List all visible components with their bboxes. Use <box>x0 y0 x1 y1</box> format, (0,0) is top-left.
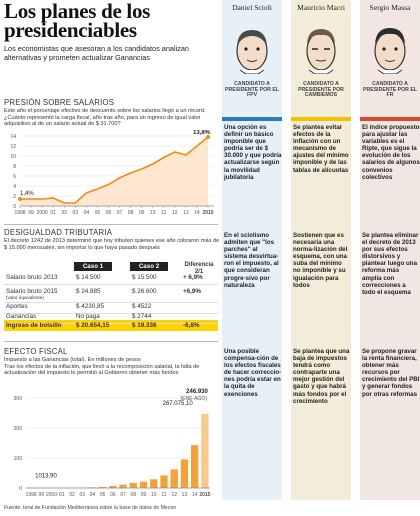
x-tick-label: 2015 <box>199 492 211 498</box>
source-note: Fuente: Ieral de Fundación Mediterránea sobre la base de datos de Mecon <box>4 505 177 511</box>
table-cell-caso1: No paga <box>76 313 100 320</box>
bar <box>160 475 167 488</box>
x-tick-label: 10 <box>149 210 156 216</box>
bar <box>201 414 208 488</box>
y-tick-label: 100 <box>13 456 22 462</box>
table-row-label: Salario bruto 2013 <box>6 274 58 281</box>
section-divider <box>4 224 218 225</box>
x-tick-label: 02 <box>69 492 75 498</box>
bar <box>191 445 198 488</box>
table-cell-caso2: $ 15.500 <box>132 274 157 281</box>
x-tick-label: 03 <box>79 492 86 498</box>
x-tick-label: 05 <box>99 492 106 498</box>
x-tick-label: 1998 <box>14 210 26 216</box>
x-tick-label: 09 <box>140 492 147 498</box>
macri-portrait-icon <box>297 24 345 74</box>
table-row-divider <box>4 302 218 303</box>
x-tick-label: 13 <box>183 210 189 216</box>
section-title-desigualdad: DESIGUALDAD TRIBUTARIA <box>4 228 113 237</box>
section-title-presion: PRESIÓN SOBRE SALARIOS <box>4 98 115 107</box>
data-label-first: 1,4% <box>20 191 34 197</box>
proposal-massa-presion: El índice propuesto para ajustar las variables es el Ripte, que sigue la evolución de los salarios de algunos convenios colectivos <box>362 124 420 181</box>
proposal-macri-presion: Se plantea evitar efectos de la inflación con un mecanismo de ajustes del mínimo imponible y de las tablas de alícuotas <box>293 124 349 174</box>
y-tick-label: 4 <box>13 184 16 190</box>
y-tick-label: 12 <box>10 144 16 150</box>
intro-text: Los economistas que asesoran a los candidatos analizan alternativas y prometen actualizar Ganancias <box>4 44 189 62</box>
data-label-prev: 267.075,10 <box>162 400 193 407</box>
bar <box>181 460 188 489</box>
data-label-last: 246.930 <box>186 389 208 395</box>
x-tick-label: 04 <box>89 492 96 498</box>
x-tick-label: 06 <box>110 492 116 498</box>
table-cell-diff: -6,8% <box>183 322 200 329</box>
table-row-sublabel: (valor equivalente) <box>6 295 44 300</box>
y-tick-label: 2 <box>13 194 16 200</box>
table-header-caso2: Caso 2 <box>130 262 168 271</box>
table-header-caso1: Caso 1 <box>74 262 112 271</box>
line-area <box>20 137 208 206</box>
bar <box>140 482 147 488</box>
proposal-massa-desigualdad: Se plantea eliminar el decreto de 2013 por sus efectos distorsivos y plantear luego una reforma más amplia con correcciones a todo el esquema <box>362 232 419 296</box>
table-cell-caso1: $ 24.885 <box>76 288 101 295</box>
bar <box>171 469 178 488</box>
table-row-label: Ingreso de bolsillo <box>6 322 62 329</box>
table-row-divider <box>4 284 218 285</box>
y-tick-label: 0 <box>19 486 22 492</box>
x-tick-label: 02 <box>61 210 68 216</box>
scioli-color-stripe <box>222 117 282 121</box>
data-label-first: 1013,90 <box>35 473 57 480</box>
table-row-label: Ganancias <box>6 313 37 320</box>
x-tick-label: 13 <box>181 492 188 498</box>
massa-color-stripe <box>360 117 420 121</box>
x-tick-label: 08 <box>127 210 134 216</box>
table-cell-diff: + 6,9% <box>183 274 203 281</box>
x-tick-label: 1998 <box>25 492 37 498</box>
bar <box>130 483 137 488</box>
x-tick-label: 10 <box>150 492 157 498</box>
table-header-diff: Diferencia 2/1 <box>184 262 214 275</box>
x-tick-label: 11 <box>161 210 167 216</box>
table-row-label: Aportes <box>6 303 28 310</box>
x-tick-label: 99 <box>28 210 34 216</box>
y-tick-label: 300 <box>13 396 22 402</box>
section-desc-desigualdad: El decreto 1242 de 2013 determinó que hoy tributen quienes ese año cobraron más de $ 15.000 mensuales, sin importar lo que haya pasado después <box>4 238 220 251</box>
x-tick-label: 01 <box>50 210 56 216</box>
proposal-scioli-efecto: Una posible compensa-ción de los efectos fiscales de hacer correccio-nes podría estar en la quita de exenciones <box>224 348 282 398</box>
scioli-portrait-icon <box>228 24 276 74</box>
x-tick-label: 04 <box>83 210 90 216</box>
y-tick-label: 200 <box>13 426 22 432</box>
table-cell-diff: +6,9% <box>183 288 202 295</box>
y-tick-label: 10 <box>10 154 16 160</box>
x-tick-label: 11 <box>161 492 167 498</box>
x-tick-label: 08 <box>130 492 137 498</box>
x-tick-label: 99 <box>38 492 45 498</box>
x-tick-label: 05 <box>94 210 101 216</box>
table-cell-caso2: $ 26.600 <box>132 288 157 295</box>
section-desc-presion: Este año el porcentaje efectivo de descuento sobre los salarios llegó a un récord. ¿Cuánto representó la carga fiscal, año tras año, para un ingreso de igual valor adquisitivo al de un salario actual de $ 31.700? <box>4 108 206 128</box>
section-title-efecto: EFECTO FISCAL <box>4 347 68 356</box>
x-tick-label: 2015 <box>202 210 214 216</box>
x-tick-label: 07 <box>116 210 123 216</box>
candidate-name-macri: Mauricio Macri <box>297 3 345 12</box>
table-cell-caso2: $ 4522 <box>132 303 152 310</box>
line-point <box>18 197 22 201</box>
x-tick-label: 07 <box>120 492 126 498</box>
x-tick-label: 01 <box>58 492 65 498</box>
x-tick-label: 12 <box>172 210 178 216</box>
candidate-role-scioli: CANDIDATO A PRESIDENTE POR EL FPV <box>225 81 279 99</box>
y-tick-label: 8 <box>13 164 16 170</box>
massa-portrait-icon <box>366 24 414 74</box>
table-cell-caso1: $ 4230,85 <box>76 303 105 310</box>
x-tick-label: 2000 <box>45 492 58 498</box>
table-cell-caso2: $ 19.336 <box>132 322 157 329</box>
table-cell-caso1: $ 14.500 <box>76 274 101 281</box>
table-cell-caso2: $ 2744 <box>132 313 152 320</box>
page-title: Los planes de los presidenciables <box>4 0 151 42</box>
proposal-scioli-presion: Una opción es definir un básico imponible que podría ser de $ 30.000 y que podría actualizarse según la movilidad jubilatoria <box>224 124 282 181</box>
x-tick-label: 2000 <box>36 210 48 216</box>
proposal-macri-efecto: Se plantea que una baja de impuestos tendrá como contraparte una mejor gestión del gasto y que habrá más fondos por el crecimiento <box>293 348 350 405</box>
candidate-role-macri: CANDIDATO A PRESIDENTE POR CAMBIEMOS <box>298 81 344 99</box>
data-label-last: 13,8% <box>192 130 210 136</box>
candidate-role-massa: CANDIDATO A PRESIDENTE POR EL FR <box>363 81 417 99</box>
x-tick-label: 09 <box>138 210 145 216</box>
x-tick-label: 06 <box>105 210 112 216</box>
proposal-macri-desigualdad: Sostienen que es necesaria una norma-lización del esquema, con una suba del mínimo no imponible y su igualación para todos <box>293 232 348 289</box>
y-tick-label: 14 <box>10 134 16 140</box>
candidate-name-massa: Sergio Massa <box>369 3 411 12</box>
bar <box>119 485 126 488</box>
bar <box>150 479 157 488</box>
salary-pressure-line-chart <box>4 130 218 218</box>
proposal-massa-efecto: Se propone gravar la renta financiera, obtener más recursos por crecimiento del PBI y generar fondos por otras reformas <box>362 348 420 398</box>
candidate-name-scioli: Daniel Scioli <box>232 3 272 12</box>
macri-color-stripe <box>291 117 351 121</box>
table-cell-caso1: $ 20.654,15 <box>76 322 110 329</box>
section-divider <box>4 341 218 342</box>
y-tick-label: 6 <box>13 174 16 180</box>
x-tick-label: 14 <box>191 492 198 498</box>
x-tick-label: 03 <box>72 210 79 216</box>
data-label-last-note: (ENE-AGO) <box>180 396 207 402</box>
tax-revenue-bar-chart <box>4 384 218 502</box>
proposal-scioli-desigualdad: En el sciolismo admiten que "los parches" al sistema desvirtua-ron el impuesto, al que consideran progre-sivo por naturaleza <box>224 232 279 289</box>
y-tick-label: 0 <box>13 204 16 210</box>
section-desc-efecto: Impuesto a las Ganancias (total). En millones de pesos Tras los efectos de la inflación, que llevó a la recomposición salarial, la falta de actualización del impuesto le permitió al Gobierno obtener más fondos <box>4 357 200 377</box>
x-tick-label: 12 <box>171 492 178 498</box>
table-row-label: Salario bruto 2015 <box>6 288 58 295</box>
x-tick-label: 14 <box>194 210 200 216</box>
